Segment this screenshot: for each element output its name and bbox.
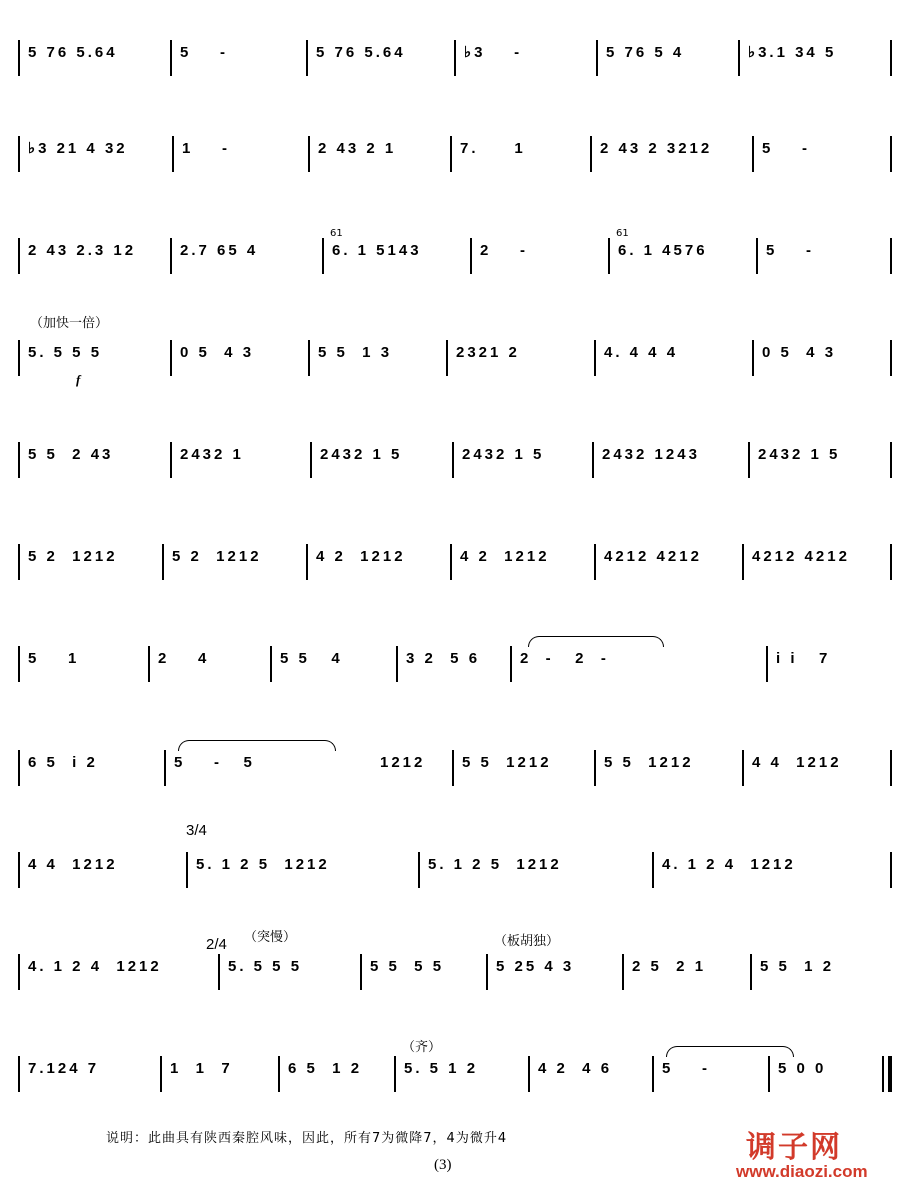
- measure: [370, 740, 452, 792]
- notes: 5 2 1212: [28, 548, 118, 565]
- measure: [528, 1046, 650, 1098]
- staff-row-11: [18, 1046, 894, 1106]
- notes: 1212: [380, 754, 426, 771]
- notes: 2 43 2.3 12: [28, 242, 137, 259]
- notes: 5 5 2 43: [28, 446, 114, 463]
- measure: [446, 330, 592, 382]
- staff-row-2: [18, 126, 894, 186]
- notes: 4 2 4 6: [538, 1060, 613, 1077]
- final-barline-thin: [882, 1056, 884, 1092]
- notes: 4 2 1212: [316, 548, 406, 565]
- measure: [594, 330, 750, 382]
- notes: 2.7 65 4: [180, 242, 259, 259]
- notes: 5 76 5 4: [606, 44, 685, 61]
- notes: 5 - 5: [174, 754, 255, 771]
- staff-row-7: [18, 636, 894, 696]
- notes: 5. 5 5 5: [28, 344, 103, 361]
- measure: [470, 228, 606, 280]
- measure: [218, 944, 358, 996]
- measure: [418, 842, 650, 894]
- notes: 2 4: [158, 650, 210, 667]
- notes: 5 76 5.64: [316, 44, 406, 61]
- measure: [18, 1046, 158, 1098]
- notes: 1 -: [182, 140, 231, 157]
- measure: [738, 30, 888, 82]
- measure: [18, 126, 170, 178]
- notes: 5 5 1 3: [318, 344, 393, 361]
- notes: 2432 1: [180, 446, 244, 463]
- measure: [748, 432, 888, 484]
- measure: [510, 636, 764, 688]
- measure: [18, 330, 168, 382]
- notes: i i 7: [776, 650, 831, 667]
- measure: [170, 432, 308, 484]
- barline: [890, 442, 892, 478]
- notes: 4212 4212: [752, 548, 850, 565]
- notes: 4. 4 4 4: [604, 344, 679, 361]
- measure: [306, 30, 452, 82]
- notes: 4 4 1212: [28, 856, 118, 873]
- measure: [652, 842, 888, 894]
- measure: [18, 944, 216, 996]
- notes: 4 4 1212: [752, 754, 842, 771]
- measure: [454, 30, 594, 82]
- notes: 2432 1 5: [320, 446, 403, 463]
- measure: [308, 126, 448, 178]
- staff-row-4: [18, 330, 894, 390]
- barline: [890, 40, 892, 76]
- measure: [590, 126, 750, 178]
- notes: 4. 1 2 4 1212: [28, 958, 162, 975]
- notes: 5 1: [28, 650, 80, 667]
- measure: [596, 30, 736, 82]
- watermark-url: www.diaozi.com: [736, 1162, 868, 1181]
- notes: 5 -: [662, 1060, 711, 1077]
- notes: 4 2 1212: [460, 548, 550, 565]
- notes: 5 -: [762, 140, 811, 157]
- measure: [162, 534, 304, 586]
- measure: [310, 432, 450, 484]
- tempo-annotation: （加快一倍）: [30, 316, 109, 331]
- notes: 2 43 2 1: [318, 140, 397, 157]
- measure: [450, 126, 588, 178]
- measure: [18, 228, 168, 280]
- measure: [396, 636, 508, 688]
- ensemble-annotation: （齐）: [402, 1040, 442, 1055]
- barline: [890, 852, 892, 888]
- measure: [652, 1046, 766, 1098]
- barline: [890, 340, 892, 376]
- notes: 5 5 1212: [604, 754, 694, 771]
- measure: [18, 842, 184, 894]
- notes: 2 - 2 -: [520, 650, 609, 667]
- notes: 2432 1243: [602, 446, 700, 463]
- footnote: 说明：此曲具有陕西秦腔风味，因此，所有7为微降7，4为微升4: [106, 1131, 508, 1146]
- measure: [270, 636, 394, 688]
- notes: ♭3 21 4 32: [28, 140, 128, 157]
- notes: 2 5 2 1: [632, 958, 707, 975]
- measure: [608, 228, 754, 280]
- dynamic-forte: f: [76, 372, 81, 387]
- measure: [164, 740, 370, 792]
- measure: [186, 842, 416, 894]
- final-barline-thick: [888, 1056, 892, 1092]
- notes: 5 5 5 5: [370, 958, 445, 975]
- notes: 6. 1 5143: [332, 242, 422, 259]
- notes: 5 0 0: [778, 1060, 827, 1077]
- staff-row-1: [18, 30, 894, 90]
- notes: 6. 1 4576: [618, 242, 708, 259]
- measure: [752, 330, 888, 382]
- notes: 5. 5 1 2: [404, 1060, 479, 1077]
- notes: 2 -: [480, 242, 529, 259]
- measure: [750, 944, 888, 996]
- notes: 0 5 4 3: [762, 344, 837, 361]
- staff-row-9: [18, 842, 894, 902]
- barline: [890, 136, 892, 172]
- notes: 5 76 5.64: [28, 44, 118, 61]
- measure: [160, 1046, 276, 1098]
- measure: [18, 740, 162, 792]
- measure: [752, 126, 888, 178]
- measure: [360, 944, 484, 996]
- measure: [18, 432, 168, 484]
- measure: [394, 1046, 526, 1098]
- measure: [592, 432, 746, 484]
- watermark-logo: 调子网: [746, 1130, 842, 1165]
- notes: 4. 1 2 4 1212: [662, 856, 796, 873]
- grace-note-label: 61: [616, 228, 629, 239]
- time-signature: 2/4: [206, 936, 227, 953]
- instrument-annotation: （板胡独）: [494, 934, 560, 949]
- notes: ♭3 -: [464, 44, 523, 61]
- notes: 7. 1: [460, 140, 526, 157]
- measure: [756, 228, 888, 280]
- measure: [452, 740, 592, 792]
- notes: 0 5 4 3: [180, 344, 255, 361]
- notes: 5 25 4 3: [496, 958, 575, 975]
- measure: [306, 534, 448, 586]
- time-signature: 3/4: [186, 822, 207, 839]
- barline: [890, 750, 892, 786]
- staff-row-10: [18, 944, 894, 1004]
- notes: 1 1 7: [170, 1060, 233, 1077]
- notes: 5 5 4: [280, 650, 343, 667]
- measure: [452, 432, 590, 484]
- measure: [170, 330, 306, 382]
- notes: 2432 1 5: [462, 446, 545, 463]
- tempo-annotation: （突慢）: [244, 930, 297, 945]
- grace-note-label: 61: [330, 228, 343, 239]
- notes: 7.124 7: [28, 1060, 100, 1077]
- staff-row-3: [18, 228, 894, 288]
- notes: 3 2 5 6: [406, 650, 481, 667]
- notes: 2321 2: [456, 344, 520, 361]
- measure: [148, 636, 268, 688]
- notes: 5. 1 2 5 1212: [196, 856, 330, 873]
- measure: [766, 636, 888, 688]
- measure: [18, 636, 146, 688]
- notes: 5 -: [180, 44, 229, 61]
- page-number: (3): [434, 1157, 452, 1173]
- measure: [170, 30, 304, 82]
- measure: [308, 330, 444, 382]
- staff-row-8: [18, 740, 894, 800]
- barline: [890, 238, 892, 274]
- notes: 5 2 1212: [172, 548, 262, 565]
- barline: [890, 544, 892, 580]
- measure: [450, 534, 592, 586]
- notes: 2432 1 5: [758, 446, 841, 463]
- measure: [742, 534, 888, 586]
- notes: 4212 4212: [604, 548, 702, 565]
- measure: [322, 228, 468, 280]
- measure: [18, 534, 160, 586]
- measure: [170, 228, 320, 280]
- notes: ♭3.1 34 5: [748, 44, 837, 61]
- staff-row-6: [18, 534, 894, 594]
- measure: [768, 1046, 878, 1098]
- notes: 2 43 2 3212: [600, 140, 713, 157]
- notes: 6 5 i 2: [28, 754, 98, 771]
- measure: [18, 30, 168, 82]
- notes: 5. 5 5 5: [228, 958, 303, 975]
- notes: 5 -: [766, 242, 815, 259]
- measure: [742, 740, 888, 792]
- measure: [172, 126, 306, 178]
- staff-row-5: [18, 432, 894, 492]
- notes: 5 5 1212: [462, 754, 552, 771]
- notes: 5 5 1 2: [760, 958, 835, 975]
- measure: [486, 944, 620, 996]
- notes: 6 5 1 2: [288, 1060, 363, 1077]
- measure: [278, 1046, 392, 1098]
- measure: [594, 740, 740, 792]
- notes: 5. 1 2 5 1212: [428, 856, 562, 873]
- measure: [594, 534, 740, 586]
- measure: [622, 944, 748, 996]
